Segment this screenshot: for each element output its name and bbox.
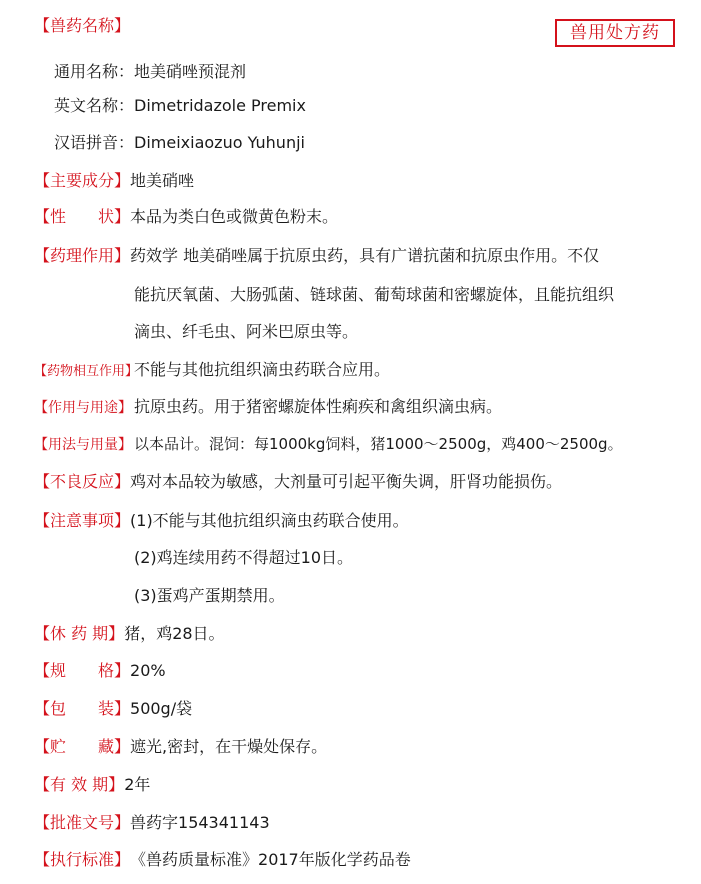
- label-ingredient: 【主要成分】: [34, 171, 131, 190]
- value-generic-name: 地美硝唑预混剂: [134, 62, 247, 81]
- value-pharmacology-line3: 滴虫、纤毛虫、阿米巴原虫等。: [134, 322, 359, 341]
- value-property: 本品为类白色或微黄色粉末。: [130, 207, 339, 226]
- label-spec: 【规 格】: [34, 661, 131, 680]
- label-drug-name: 【兽药名称】: [34, 16, 131, 35]
- value-standard: 《兽药质量标准》2017年版化学药品卷: [130, 850, 411, 869]
- row-dosage: [34, 434, 687, 455]
- value-caution-3: (3)蛋鸡产蛋期禁用。: [134, 586, 285, 605]
- label-adverse: 【不良反应】: [34, 472, 131, 491]
- label-approval: 【批准文号】: [34, 813, 131, 832]
- row-english-name: [34, 96, 687, 116]
- row-interaction: [34, 360, 687, 382]
- value-english-name: Dimetridazole Premix: [134, 96, 306, 115]
- row-usage: [34, 397, 687, 418]
- value-storage: 遮光,密封，在干燥处保存。: [130, 737, 328, 756]
- label-property: 【性 状】: [34, 207, 131, 226]
- row-storage: [34, 737, 687, 757]
- row-validity: [34, 775, 687, 795]
- value-withdrawal: 猪，鸡28日。: [124, 624, 225, 643]
- row-property: [34, 207, 687, 227]
- value-pinyin: Dimeixiaozuo Yuhunji: [134, 133, 305, 152]
- label-interaction: 【药物相互作用】: [34, 364, 139, 379]
- label-withdrawal: 【休 药 期】: [34, 624, 125, 643]
- row-withdrawal: [34, 624, 687, 644]
- value-package: 500g/袋: [130, 699, 193, 718]
- label-usage: 【作用与用途】: [34, 400, 132, 416]
- label-storage: 【贮 藏】: [34, 737, 131, 756]
- row-drug-name: [34, 16, 687, 36]
- value-adverse: 鸡对本品较为敏感，大剂量可引起平衡失调，肝肾功能损伤。: [130, 472, 563, 491]
- value-caution-2: (2)鸡连续用药不得超过10日。: [134, 548, 354, 567]
- label-dosage: 【用法与用量】: [34, 437, 132, 453]
- label-pinyin: 汉语拼音：: [54, 133, 135, 152]
- label-standard: 【执行标准】: [34, 850, 131, 869]
- value-validity: 2年: [124, 775, 151, 794]
- label-package: 【包 装】: [34, 699, 131, 718]
- label-english-name: 英文名称：: [54, 96, 135, 115]
- value-usage: 抗原虫药。用于猪密螺旋体性痢疾和禽组织滴虫病。: [134, 397, 503, 416]
- row-pinyin: [34, 133, 687, 153]
- value-ingredient: 地美硝唑: [130, 171, 195, 190]
- label-generic-name: 通用名称：: [54, 62, 135, 81]
- label-caution: 【注意事项】: [34, 511, 131, 530]
- value-interaction: 不能与其他抗组织滴虫药联合应用。: [134, 360, 391, 379]
- value-caution-1: (1)不能与其他抗组织滴虫药联合使用。: [130, 511, 409, 530]
- value-pharmacology-line2: 能抗厌氧菌、大肠弧菌、链球菌、葡萄球菌和密螺旋体，且能抗组织: [134, 285, 615, 304]
- row-approval: [34, 813, 687, 833]
- row-package: [34, 699, 687, 719]
- prescription-stamp: 兽用处方药: [555, 19, 675, 47]
- row-caution: [34, 511, 687, 531]
- row-standard: [34, 850, 687, 870]
- row-ingredient: [34, 171, 687, 191]
- row-generic-name: [34, 62, 687, 82]
- row-adverse: [34, 472, 687, 492]
- label-pharmacology: 【药理作用】: [34, 246, 131, 265]
- label-validity: 【有 效 期】: [34, 775, 125, 794]
- value-dosage: 以本品计。混饲：每1000kg饲料，猪1000～2500g，鸡400～2500g。: [134, 435, 623, 453]
- value-spec: 20%: [130, 661, 166, 680]
- value-approval: 兽药字154341143: [130, 813, 270, 832]
- value-pharmacology-line1: 药效学 地美硝唑属于抗原虫药，具有广谱抗菌和抗原虫作用。不仅: [130, 246, 600, 265]
- row-spec: [34, 661, 687, 681]
- row-pharmacology: [34, 246, 687, 266]
